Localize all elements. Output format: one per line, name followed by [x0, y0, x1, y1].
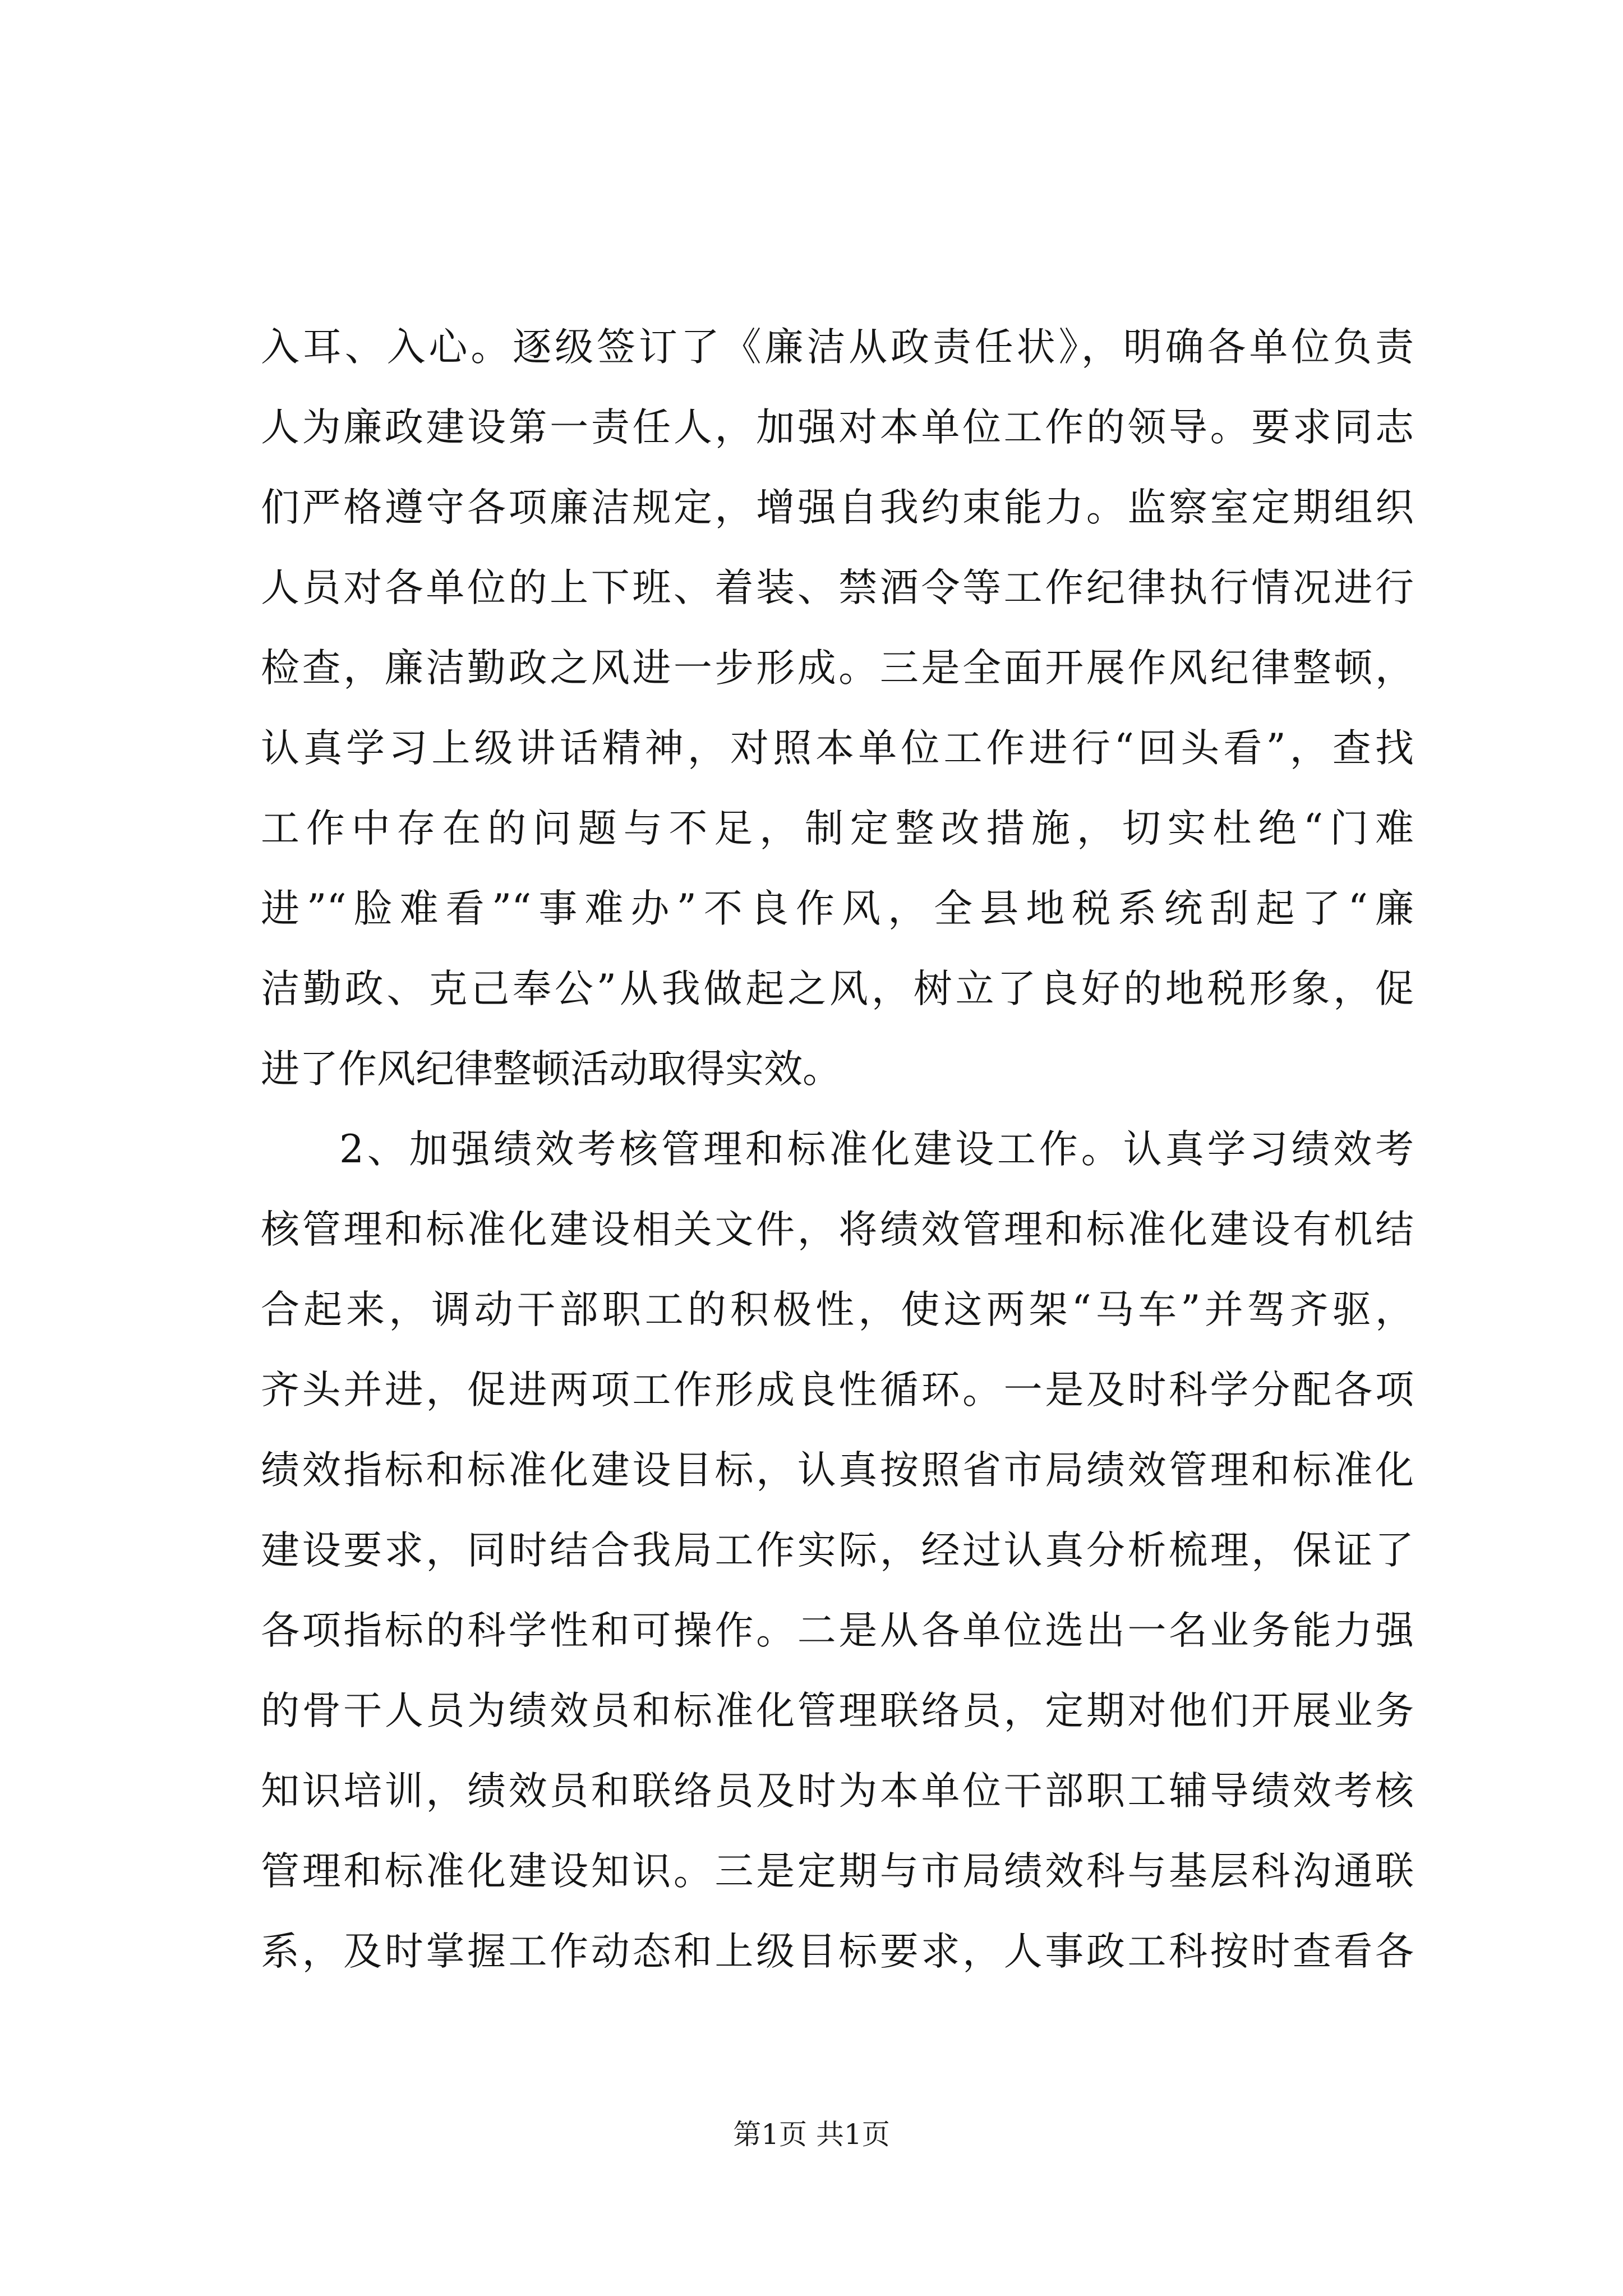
page-number-label: 第1页 共1页	[733, 2118, 890, 2151]
page-footer	[0, 2115, 1623, 2154]
text-line: 各项指标的科学性和可操作。二是从各单位选出一名业务能力强	[261, 1608, 1414, 1653]
text-line: 核管理和标准化建设相关文件，将绩效管理和标准化建设有机结	[261, 1207, 1414, 1252]
text-line: 绩效指标和标准化建设目标，认真按照省市局绩效管理和标准化	[261, 1448, 1414, 1493]
text-line: 管理和标准化建设知识。三是定期与市局绩效科与基层科沟通联	[261, 1849, 1414, 1894]
document-body	[261, 307, 1414, 1992]
text-line: 工作中存在的问题与不足，制定整改措施，切实杜绝“门难	[261, 806, 1414, 851]
text-line: 检查，廉洁勤政之风进一步形成。三是全面开展作风纪律整顿，	[261, 646, 1414, 691]
text-line: 洁勤政、克己奉公”从我做起之风，树立了良好的地税形象，促	[261, 967, 1414, 1011]
text-line: 入耳、入心。逐级签订了《廉洁从政责任状》，明确各单位负责	[261, 325, 1414, 370]
text-line: 人为廉政建设第一责任人，加强对本单位工作的领导。要求同志	[261, 405, 1414, 450]
text-line: 2、加强绩效考核管理和标准化建设工作。认真学习绩效考	[339, 1127, 1414, 1172]
text-line: 合起来，调动干部职工的积极性，使这两架“马车”并驾齐驱，	[261, 1287, 1414, 1332]
text-line: 进”“脸难看”“事难办”不良作风，全县地税系统刮起了“廉	[261, 886, 1414, 931]
text-line: 知识培训，绩效员和联络员及时为本单位干部职工辅导绩效考核	[261, 1769, 1414, 1814]
text-line: 认真学习上级讲话精神，对照本单位工作进行“回头看”，查找	[261, 726, 1414, 771]
text-line: 系，及时掌握工作动态和上级目标要求，人事政工科按时查看各	[261, 1929, 1414, 1974]
text-line: 进了作风纪律整顿活动取得实效。	[261, 1047, 841, 1092]
text-line: 建设要求，同时结合我局工作实际，经过认真分析梳理，保证了	[261, 1528, 1414, 1573]
text-line: 们严格遵守各项廉洁规定，增强自我约束能力。监察室定期组织	[261, 485, 1414, 530]
text-line: 人员对各单位的上下班、着装、禁酒令等工作纪律执行情况进行	[261, 565, 1414, 610]
text-line: 齐头并进，促进两项工作形成良性循环。一是及时科学分配各项	[261, 1368, 1414, 1412]
text-line: 的骨干人员为绩效员和标准化管理联络员，定期对他们开展业务	[261, 1688, 1414, 1733]
